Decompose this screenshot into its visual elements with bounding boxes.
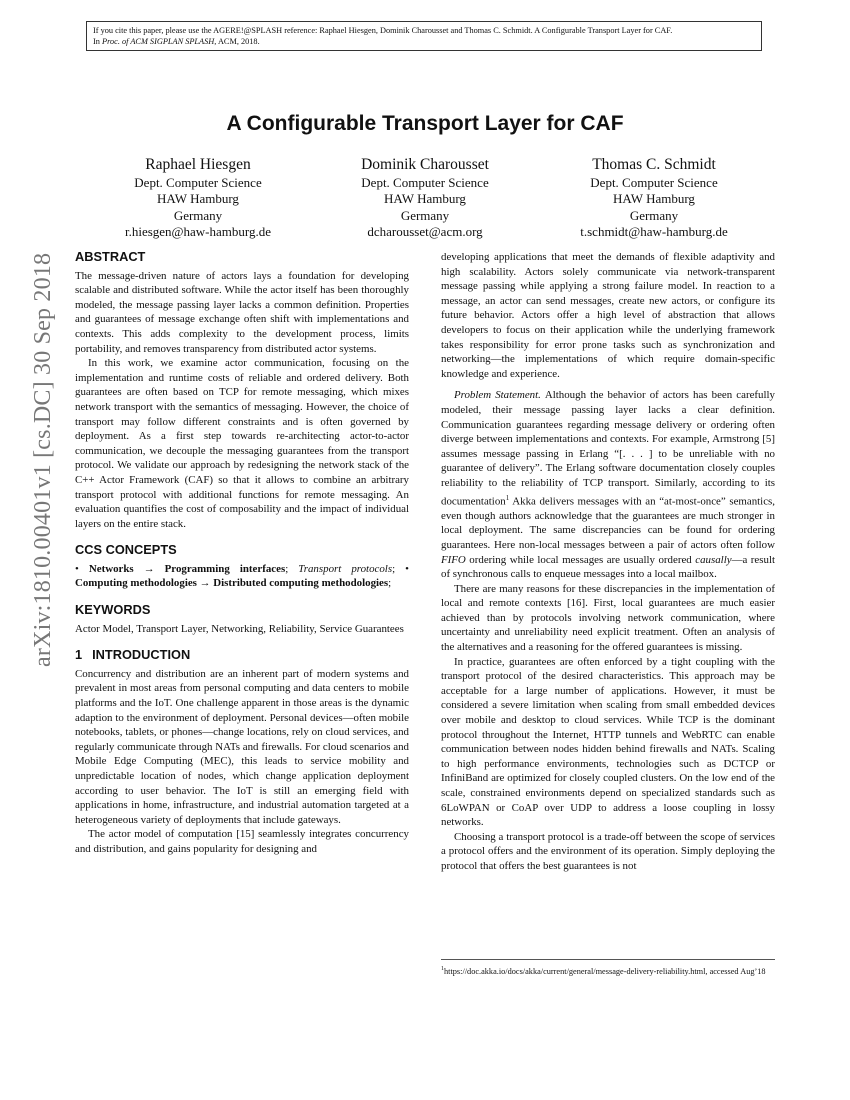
author-name: Thomas C. Schmidt <box>592 156 716 173</box>
left-column <box>75 250 409 857</box>
ccs-heading: CCS CONCEPTS <box>75 542 177 558</box>
author-email: dcharousset@acm.org <box>367 223 483 239</box>
intro-paragraph-2: The actor model of computation [15] seamlessly integrates concurrency and distribution, and gains popularity for designing and <box>75 828 409 855</box>
author-name: Dominik Charousset <box>361 156 489 173</box>
author-institution: HAW Hamburg <box>157 191 239 207</box>
intro-paragraph-2-continued: developing applications that meet the demands of flexible adaptivity and high scalability. Actors solely communicate via network-transparent message passing while applying a strong failure model. In reaction to a message, an actor can send messages, create new actors, or configure its future behavior. Actors offer a high level of abstraction that allows developers to focus on their application while the underlying framework takes responsibility for error prone tasks such as synchronization and networking—the implementations of which require domain-specific knowledge and experience. <box>441 251 775 380</box>
intro-paragraph-5: In practice, guarantees are often enforced by a tight coupling with the transport protocol of the desired characteristics. This approach may be acceptable for a large number of applications. However, it must be considered a severe limitation when scaling from small embedded devices over mobile and desktop to cloud services. While TCP is the dominant protocol throughout the Internet, HTTP tunnels and WebRTC can enable communication between nodes hidden behind firewalls and NATs. Scaling to high performance environments, technologies such as DCTCP or InfiniBand are optimized for closely coupled clusters. On the low end of the scale, constrained environments depend on specialized standards such as 6LoWPAN or CoAP over UDP to address a loose coupling in lossy networks. <box>441 655 775 829</box>
keywords-text: Actor Model, Transport Layer, Networking, Reliability, Service Guarantees <box>75 622 404 635</box>
intro-paragraph-6: Choosing a transport protocol is a trade-off between the scope of services a protocol offers and the environment of its operation. Simply deploying the protocol that offers the best guarantees is not <box>441 830 775 872</box>
citation-notice-line1: If you cite this paper, please use the AGERE!@SPLASH reference: Raphael Hiesgen, Dominik Charousset and Thomas C. Schmidt. A Configurable Transport Layer for CAF. <box>93 26 673 35</box>
citation-notice-post: , ACM, 2018. <box>214 37 260 46</box>
ccs-concept-computing: Computing methodologies → Distributed computing methodologies <box>75 577 389 590</box>
ccs-bullet: • <box>405 562 409 575</box>
intro-paragraph-4: There are many reasons for these discrepancies in the implementation of local and remote contexts [16]. First, local guarantees are much easier achieved than by protocols involving network communication, where uncertainty and unreliability need explicit treatment. Often an analysis of the alternatives and a reasoning for the offered guarantees is missing. <box>441 582 775 654</box>
ps-text-d: —a result of synchronous calls to enqueue messages into a local mailbox. <box>441 553 775 581</box>
author-country: Germany <box>400 207 450 223</box>
citation-notice-pre: In <box>93 37 102 46</box>
abstract-paragraph-2: In this work, we examine actor communication, focusing on the implementation and runtime costs of reliable and ordered delivery. Both guarantees are often based on TCP for remote messaging, which mixes network transport with the semantics of messaging. However, the choice of transport may follow different constraints and is often governed by deployment. As a first step towards re-architecting actor-to-actor communication, we decouple the messaging guarantees from the transport protocol. We validate our approach by redesigning the network stack of the C++ Actor Framework (CAF) so that it allows to combine an arbitrary transport protocol with additional functions for remote messaging. An evaluation quantifies the cost of composability and the impact of individual layers on the entire stack. <box>75 357 409 530</box>
ccs-separator: ; <box>285 562 299 575</box>
problem-statement-paragraph <box>441 388 775 581</box>
abstract-heading: ABSTRACT <box>75 249 146 264</box>
keywords-heading: KEYWORDS <box>75 602 151 618</box>
abstract-paragraph-1: The message-driven nature of actors lays a foundation for developing scalable and distributed software. While the actor itself has been thoroughly modeled, the message passing layer lacks a common definition. Properties and guarantees of message exchange often shift with implementations and contexts. This adds complexity to the development process, limits portability, and removes transparency from distributed actor systems. <box>75 269 409 355</box>
author-country: Germany <box>629 207 679 223</box>
ps-causally: causally <box>695 553 732 566</box>
arxiv-identifier: arXiv:1810.00401v1 [cs.DC] 30 Sep 2018 <box>30 252 56 667</box>
paper-title: A Configurable Transport Layer for CAF <box>226 112 624 135</box>
author-dept: Dept. Computer Science <box>590 175 718 190</box>
author-country: Germany <box>173 207 223 223</box>
footnote <box>441 959 775 977</box>
ps-text-c: ordering while local messages are usually ordered <box>465 553 696 566</box>
author-block-1 <box>78 155 318 240</box>
footnote-text: https://doc.akka.io/docs/akka/current/general/message-delivery-reliability.html, accessed Aug’18 <box>444 966 766 976</box>
author-block-3 <box>534 155 774 240</box>
author-name: Raphael Hiesgen <box>145 156 251 173</box>
section-number: 1 <box>75 647 83 663</box>
citation-notice-venue: Proc. of ACM SIGPLAN SPLASH <box>102 37 215 46</box>
author-institution: HAW Hamburg <box>613 191 695 207</box>
right-column <box>441 250 775 874</box>
author-dept: Dept. Computer Science <box>361 175 489 190</box>
problem-statement-runin: Problem Statement. <box>454 389 541 402</box>
author-email: r.hiesgen@haw-hamburg.de <box>124 223 272 239</box>
ccs-end: ; <box>388 577 392 590</box>
ccs-concept-networks: Networks → Programming interfaces <box>88 562 286 575</box>
ccs-bullet: • <box>75 562 79 575</box>
section-title: INTRODUCTION <box>92 647 191 663</box>
citation-notice <box>86 21 762 51</box>
author-institution: HAW Hamburg <box>384 191 466 207</box>
ps-fifo: FIFO <box>441 553 466 566</box>
ccs-concepts <box>75 562 409 591</box>
intro-paragraph-1: Concurrency and distribution are an inherent part of modern systems and prevalent in most areas from personal computing and data centers to mobile platforms and the IoT. One challenge apparent in those areas is the dynamic adaption to the environment of deployment. Personal devices—often mobile notebooks, tablets, or phones—change locations, rely on cloud services, and regularly communicate through NATs and firewalls. For cloud scenarios and Mobile Edge Computing (MEC), this leads to service mobility and unpredictable location of nodes, which change application deployment according to user behavior. The IoT is still an emerging field with applications in home, infrastructure, and industrial automation targeted at a heterogeneous variety of deployments that include gateways. <box>75 667 409 826</box>
ccs-end: ; <box>392 562 396 575</box>
ps-text-b: Akka delivers messages with an “at-most-once” semantics, even though authors acknowledge that the guarantees are much stronger in local deployment. The same discrepancies can be found for ordering guarantees. Here non-local messages between a pair of actors often follow <box>441 495 775 551</box>
ps-text-a: Although the behavior of actors has been carefully modeled, their message passing layer lacks a clear definition. Communication guarantees regarding message delivery or ordering often diverge between implementations and contexts. For example, Armstrong [5] assumes message passing in Erlang “[. . . ] to be unreliable with no guarantee of delivery”. The Erlang software documentation closely couples reliability to the reliability of TCP transport. Similarly, according to its documentation <box>441 389 775 508</box>
introduction-heading <box>75 648 409 663</box>
ccs-concept-transport: Transport protocols <box>298 562 393 575</box>
author-dept: Dept. Computer Science <box>134 175 262 190</box>
author-block-2 <box>305 155 545 240</box>
author-email: t.schmidt@haw-hamburg.de <box>580 223 728 239</box>
footnote-mark: 1 <box>441 966 444 972</box>
footnote-ref: 1 <box>505 493 510 502</box>
